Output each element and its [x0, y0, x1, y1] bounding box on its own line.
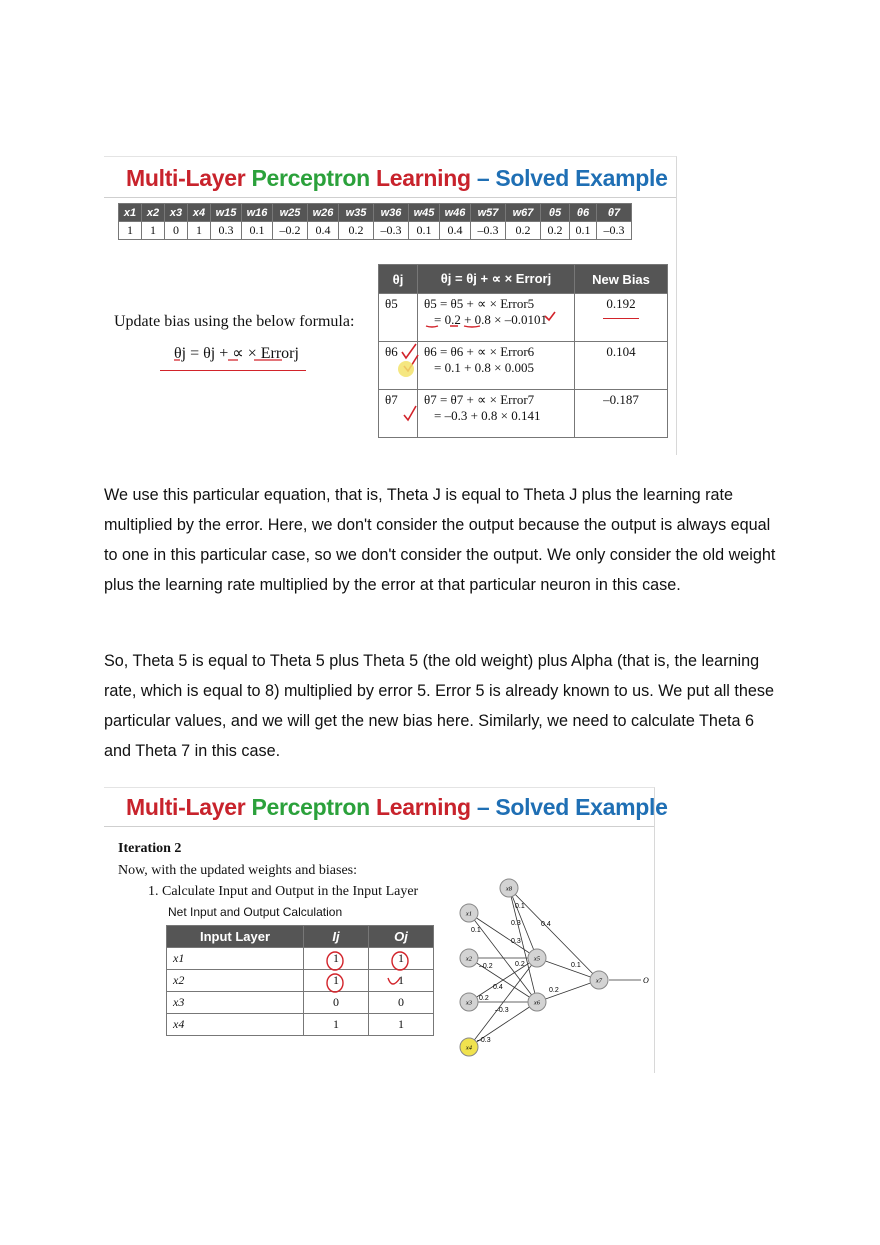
- table-row: x1 1 1: [167, 948, 434, 970]
- network-edge: [537, 958, 599, 980]
- checkmark-icon: [404, 406, 416, 420]
- weights-header-cell: θ6: [570, 204, 597, 222]
- network-edge: [469, 913, 537, 958]
- weights-value-cell: 0: [165, 222, 188, 240]
- node-label: x6: [533, 999, 541, 1007]
- table-row: x3 0 0: [167, 992, 434, 1014]
- node-label: x3: [465, 999, 473, 1007]
- iteration-heading: Iteration 2: [118, 841, 182, 856]
- weight-label: 0.1: [515, 903, 525, 910]
- weights-value-cell: 0.2: [506, 222, 541, 240]
- checkmark-icon: [545, 312, 555, 320]
- node-label: x5: [533, 955, 541, 963]
- circle-mark: [388, 978, 400, 984]
- table-caption: Net Input and Output Calculation: [168, 905, 343, 919]
- node-label: x7: [595, 977, 603, 985]
- weight-label: 0.2: [479, 995, 489, 1002]
- red-annotations: [104, 157, 676, 455]
- weights-value-cell: 0.1: [409, 222, 440, 240]
- weights-value-cell: 0.2: [339, 222, 374, 240]
- bias-formula: θj = θj + ∝ × Errorj: [174, 345, 299, 362]
- table-row: x2 1 1: [167, 970, 434, 992]
- weights-header-cell: w16: [242, 204, 273, 222]
- slide-title: Multi-Layer Perceptron Learning – Solved Example: [126, 794, 668, 820]
- weights-header-cell: w26: [308, 204, 339, 222]
- eq-underline: [426, 326, 480, 327]
- weights-header-cell: w46: [440, 204, 471, 222]
- weights-value-cell: 1: [188, 222, 211, 240]
- weights-value-cell: 1: [119, 222, 142, 240]
- weights-value-cell: –0.3: [471, 222, 506, 240]
- weight-label: –0.2: [479, 963, 493, 970]
- node-label: x2: [465, 955, 473, 963]
- checkmark-icon: [402, 344, 416, 358]
- paragraph-explanation-2: So, Theta 5 is equal to Theta 5 plus Theta 5 (the old weight) plus Alpha (that is, the learning rate, which is equal to 8) multiplied by error 5. Error 5 is already known to us. We put all these particular values, and we will get the new bias here. Similarly, we need to calculate Theta 6 and Theta 7 in this case.: [104, 652, 774, 760]
- weight-label: 0.2: [549, 987, 559, 994]
- instruction-line: Now, with the updated weights and biases:: [118, 863, 357, 878]
- weights-header-cell: x4: [188, 204, 211, 222]
- bias-row-theta6: θ6 θ6 = θ6 + ∝ × Error6 = 0.1 + 0.8 × 0.005 0.104: [379, 342, 668, 390]
- weights-value-cell: 0.2: [541, 222, 570, 240]
- new-bias-value: –0.187: [575, 390, 668, 438]
- weight-label: 0.4: [493, 984, 503, 991]
- weights-header-cell: w15: [211, 204, 242, 222]
- weights-header-cell: w45: [409, 204, 440, 222]
- node-label: x4: [465, 1044, 473, 1052]
- table-row: x4 1 1: [167, 1014, 434, 1036]
- new-bias-value: 0.192: [606, 296, 636, 311]
- weights-header-cell: θ7: [597, 204, 632, 222]
- weights-header-cell: θ5: [541, 204, 570, 222]
- bias-table: θj θj = θj + ∝ × Errorj New Bias θ5 θ5 = θ5 + ∝ × Error5 = 0.2 + 0.8 × –0.0101 0.192 θ6 θ6 = θ6 + ∝ × Error6 = 0.1 + 0.8 × 0.005 0.104 θ7 θ7 = θ7 + ∝ × Error7 = –0.3 + 0.8 × 0.141 –0.187: [378, 264, 668, 438]
- weights-header-cell: w35: [339, 204, 374, 222]
- weights-header-cell: w25: [273, 204, 308, 222]
- output-label: O: [643, 976, 649, 985]
- network-edge: [469, 958, 537, 1047]
- circle-mark: [392, 952, 408, 970]
- weights-value-cell: 0.3: [211, 222, 242, 240]
- weight-label: 0.4: [541, 921, 551, 928]
- step-line: 1. Calculate Input and Output in the Input Layer: [148, 884, 419, 899]
- weight-label: –0.3: [495, 1007, 509, 1014]
- node-label: x8: [505, 885, 513, 893]
- weights-header-cell: x3: [165, 204, 188, 222]
- weights-value-cell: 0.4: [308, 222, 339, 240]
- weights-value-cell: 0.1: [570, 222, 597, 240]
- weights-header-cell: x1: [119, 204, 142, 222]
- network-diagram: [449, 870, 649, 1070]
- paragraph-explanation-1: We use this particular equation, that is, Theta J is equal to Theta J plus the learning rate multiplied by the error. Here, we don't consider the output because the output is always equal to one in this particular case, so we don't consider the output. We only consider the old weight plus the learning rate multiplied by the error at that particular neuron in this case.: [104, 486, 776, 594]
- weight-label: 0.3: [511, 938, 521, 945]
- weights-value-cell: 0.4: [440, 222, 471, 240]
- circle-mark: [327, 952, 343, 970]
- weight-label: 0.2: [515, 961, 525, 968]
- bias-row-theta7: θ7 θ7 = θ7 + ∝ × Error7 = –0.3 + 0.8 × 0.141 –0.187: [379, 390, 668, 438]
- slide-title: Multi-Layer Perceptron Learning – Solved Example: [126, 165, 668, 191]
- update-instruction: Update bias using the below formula:: [114, 313, 355, 330]
- weights-header-cell: w57: [471, 204, 506, 222]
- weight-label: –0.3: [477, 1037, 491, 1044]
- bias-row-theta5: θ5 θ5 = θ5 + ∝ × Error5 = 0.2 + 0.8 × –0.0101 0.192: [379, 294, 668, 342]
- weight-label: 0.3: [511, 920, 521, 927]
- weight-label: 0.1: [571, 962, 581, 969]
- weights-value-cell: –0.2: [273, 222, 308, 240]
- slide-bias-update: [104, 156, 677, 455]
- input-layer-table: Input Layer Ij Oj x1 1 1 x2 1 1 x3 0 0 x4 1 1: [166, 925, 434, 1036]
- weights-header-cell: w36: [374, 204, 409, 222]
- slide-iteration-2: [104, 787, 668, 1073]
- circle-mark: [327, 974, 343, 992]
- weight-label: 0.1: [471, 927, 481, 934]
- weights-value-cell: –0.3: [597, 222, 632, 240]
- network-edge: [537, 980, 599, 1002]
- weights-value-cell: 1: [142, 222, 165, 240]
- weights-value-cell: –0.3: [374, 222, 409, 240]
- weights-header-cell: w67: [506, 204, 541, 222]
- weights-value-cell: 0.1: [242, 222, 273, 240]
- weights-header-cell: x2: [142, 204, 165, 222]
- node-label: x1: [465, 910, 473, 918]
- cursor-highlight-icon: [398, 361, 414, 377]
- new-bias-value: 0.104: [575, 342, 668, 390]
